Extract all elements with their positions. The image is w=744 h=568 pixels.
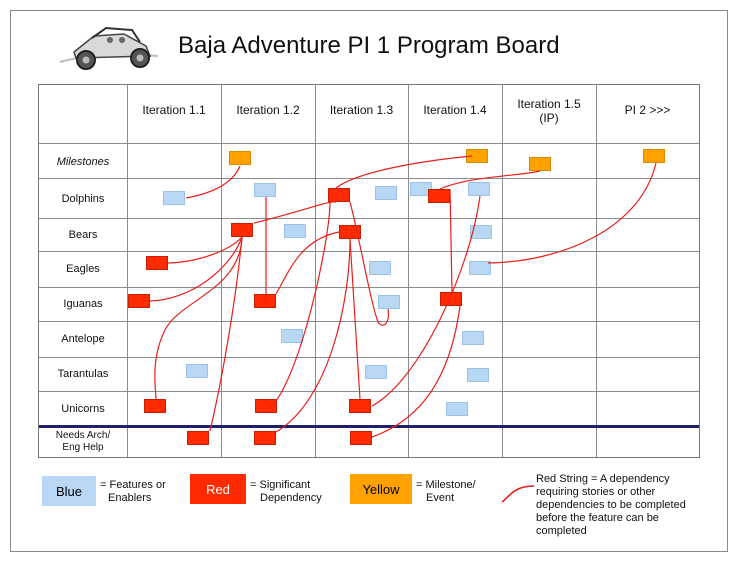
column-header-iteration-1-4: Iteration 1.4	[423, 103, 487, 117]
column-header-iteration-1-3: Iteration 1.3	[329, 103, 394, 117]
needs-help-divider	[39, 425, 699, 428]
red-string-icon	[500, 482, 536, 504]
feature-card[interactable]	[254, 183, 276, 197]
feature-card[interactable]	[468, 182, 490, 196]
row-header-unicorns: Unicorns	[61, 403, 105, 415]
dependency-card[interactable]	[187, 431, 209, 445]
row-header-iguanas: Iguanas	[63, 298, 103, 310]
feature-card[interactable]	[470, 225, 492, 239]
grid-line	[315, 85, 316, 457]
grid-line	[39, 287, 699, 288]
column-header-iteration-1-2: Iteration 1.2	[236, 103, 300, 117]
feature-card[interactable]	[365, 365, 387, 379]
page-title: Baja Adventure PI 1 Program Board	[178, 32, 560, 59]
feature-card[interactable]	[467, 368, 489, 382]
milestone-card[interactable]	[229, 151, 251, 165]
milestone-card[interactable]	[529, 157, 551, 171]
legend-red-text: = Significant Dependency	[250, 479, 322, 504]
dependency-card[interactable]	[328, 188, 350, 202]
dependency-card[interactable]	[339, 225, 361, 239]
grid-line	[408, 85, 409, 457]
grid-line	[39, 391, 699, 392]
column-header-iteration-1-5: Iteration 1.5 (IP)	[517, 97, 581, 125]
grid-line	[502, 85, 503, 457]
feature-card[interactable]	[378, 295, 400, 309]
dependency-card[interactable]	[144, 399, 166, 413]
grid-line	[127, 85, 128, 457]
dependency-card[interactable]	[349, 399, 371, 413]
feature-card[interactable]	[462, 331, 484, 345]
feature-card[interactable]	[284, 224, 306, 238]
feature-card[interactable]	[281, 329, 303, 343]
feature-card[interactable]	[369, 261, 391, 275]
dependency-card[interactable]	[231, 223, 253, 237]
grid-line	[39, 143, 699, 144]
milestone-card[interactable]	[466, 149, 488, 163]
grid-line	[221, 85, 222, 457]
grid-line	[39, 357, 699, 358]
feature-card[interactable]	[163, 191, 185, 205]
milestone-card[interactable]	[643, 149, 665, 163]
legend-red-swatch: Red	[190, 474, 246, 504]
row-header-tarantulas: Tarantulas	[57, 368, 109, 380]
grid-line	[39, 178, 699, 179]
legend-blue-swatch: Blue	[42, 476, 96, 506]
legend-string-text: Red String = A dependency requiring stories or other dependencies to be completed before the feature can be completed	[536, 473, 686, 537]
row-header-needs-arch-eng-help: Needs Arch/ Eng Help	[55, 430, 111, 453]
grid-line	[39, 218, 699, 219]
legend-yellow-swatch: Yellow	[350, 474, 412, 504]
dependency-card[interactable]	[254, 294, 276, 308]
row-header-dolphins: Dolphins	[61, 193, 105, 205]
legend-yellow-text: = Milestone/ Event	[416, 479, 476, 504]
dependency-card[interactable]	[254, 431, 276, 445]
dependency-card[interactable]	[128, 294, 150, 308]
row-header-antelope: Antelope	[61, 333, 105, 345]
row-header-eagles: Eagles	[66, 263, 100, 275]
dependency-card[interactable]	[255, 399, 277, 413]
feature-card[interactable]	[446, 402, 468, 416]
column-header-iteration-1-1: Iteration 1.1	[142, 103, 206, 117]
row-header-bears: Bears	[68, 229, 98, 241]
grid-line	[39, 251, 699, 252]
feature-card[interactable]	[469, 261, 491, 275]
dependency-card[interactable]	[428, 189, 450, 203]
feature-card[interactable]	[186, 364, 208, 378]
grid-line	[596, 85, 597, 457]
legend-blue-text: = Features or Enablers	[100, 479, 166, 504]
feature-card[interactable]	[375, 186, 397, 200]
row-header-milestones: Milestones	[56, 156, 110, 168]
dependency-card[interactable]	[350, 431, 372, 445]
dependency-card[interactable]	[146, 256, 168, 270]
dependency-card[interactable]	[440, 292, 462, 306]
grid-line	[39, 321, 699, 322]
column-header-pi-2: PI 2 >>>	[624, 103, 671, 117]
dune-buggy-icon	[54, 22, 164, 74]
